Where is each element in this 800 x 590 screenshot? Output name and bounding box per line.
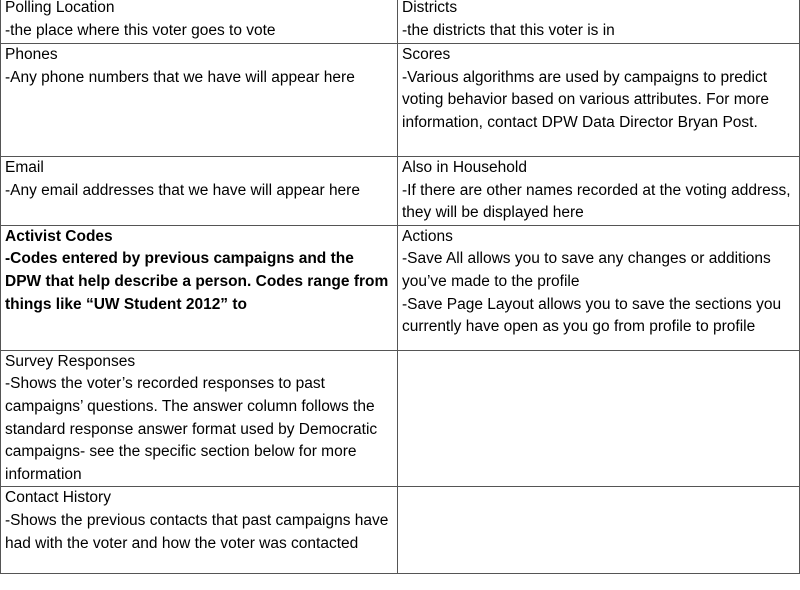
table-row xyxy=(1,225,800,350)
cell-description: -Save All allows you to save any changes or additions you’ve made to the profile xyxy=(402,250,771,290)
cell-title: Contact History xyxy=(5,489,111,507)
cell-description: -the place where this voter goes to vote xyxy=(5,21,276,39)
actions-cell xyxy=(398,225,800,350)
cell-description: -Shows the voter’s recorded responses to past campaigns’ questions. The answer column follows the standard response answer format used by Democratic campaigns- see the specific section below for more information xyxy=(5,375,378,483)
table-row xyxy=(1,157,800,226)
cell-description: -Codes entered by previous campaigns and the DPW that help describe a person. Codes range from things like “UW Student 2012” to xyxy=(5,250,389,313)
cell-title: Activist Codes xyxy=(5,227,113,245)
cell-title: Scores xyxy=(402,46,451,63)
cell-description: -Any phone numbers that we have will appear here xyxy=(5,68,355,86)
contact-history-cell xyxy=(1,487,398,574)
also-in-household-cell xyxy=(398,157,800,226)
cell-description: -If there are other names recorded at the voting address, they will be displayed here xyxy=(402,181,791,222)
districts-cell xyxy=(398,0,800,44)
table-row xyxy=(1,44,800,157)
empty-cell xyxy=(398,350,800,487)
cell-title: Districts xyxy=(402,0,458,16)
table-row xyxy=(1,0,800,44)
polling-location-cell xyxy=(1,0,398,44)
cell-title: Polling Location xyxy=(5,0,115,16)
activist-codes-cell xyxy=(1,225,398,350)
cell-description: -Shows the previous contacts that past campaigns have had with the voter and how the voter was contacted xyxy=(5,511,389,552)
empty-cell xyxy=(398,487,800,574)
cell-title: Email xyxy=(5,159,44,176)
email-cell xyxy=(1,157,398,226)
survey-responses-cell xyxy=(1,350,398,487)
cell-description: -the districts that this voter is in xyxy=(402,21,615,39)
cell-description-secondary: -Save Page Layout allows you to save the sections you currently have open as you go from profile to profile xyxy=(402,295,782,336)
cell-title: Survey Responses xyxy=(5,352,136,370)
cell-title: Also in Household xyxy=(402,159,527,176)
cell-title: Phones xyxy=(5,46,58,63)
cell-title: Actions xyxy=(402,227,453,245)
scores-cell xyxy=(398,44,800,157)
cell-description: -Any email addresses that we have will appear here xyxy=(5,181,360,199)
table-row xyxy=(1,487,800,574)
phones-cell xyxy=(1,44,398,157)
cell-description: -Various algorithms are used by campaigns to predict voting behavior based on various attributes. For more information, contact DPW Data Director Bryan Post. xyxy=(402,68,770,131)
table-row xyxy=(1,350,800,487)
